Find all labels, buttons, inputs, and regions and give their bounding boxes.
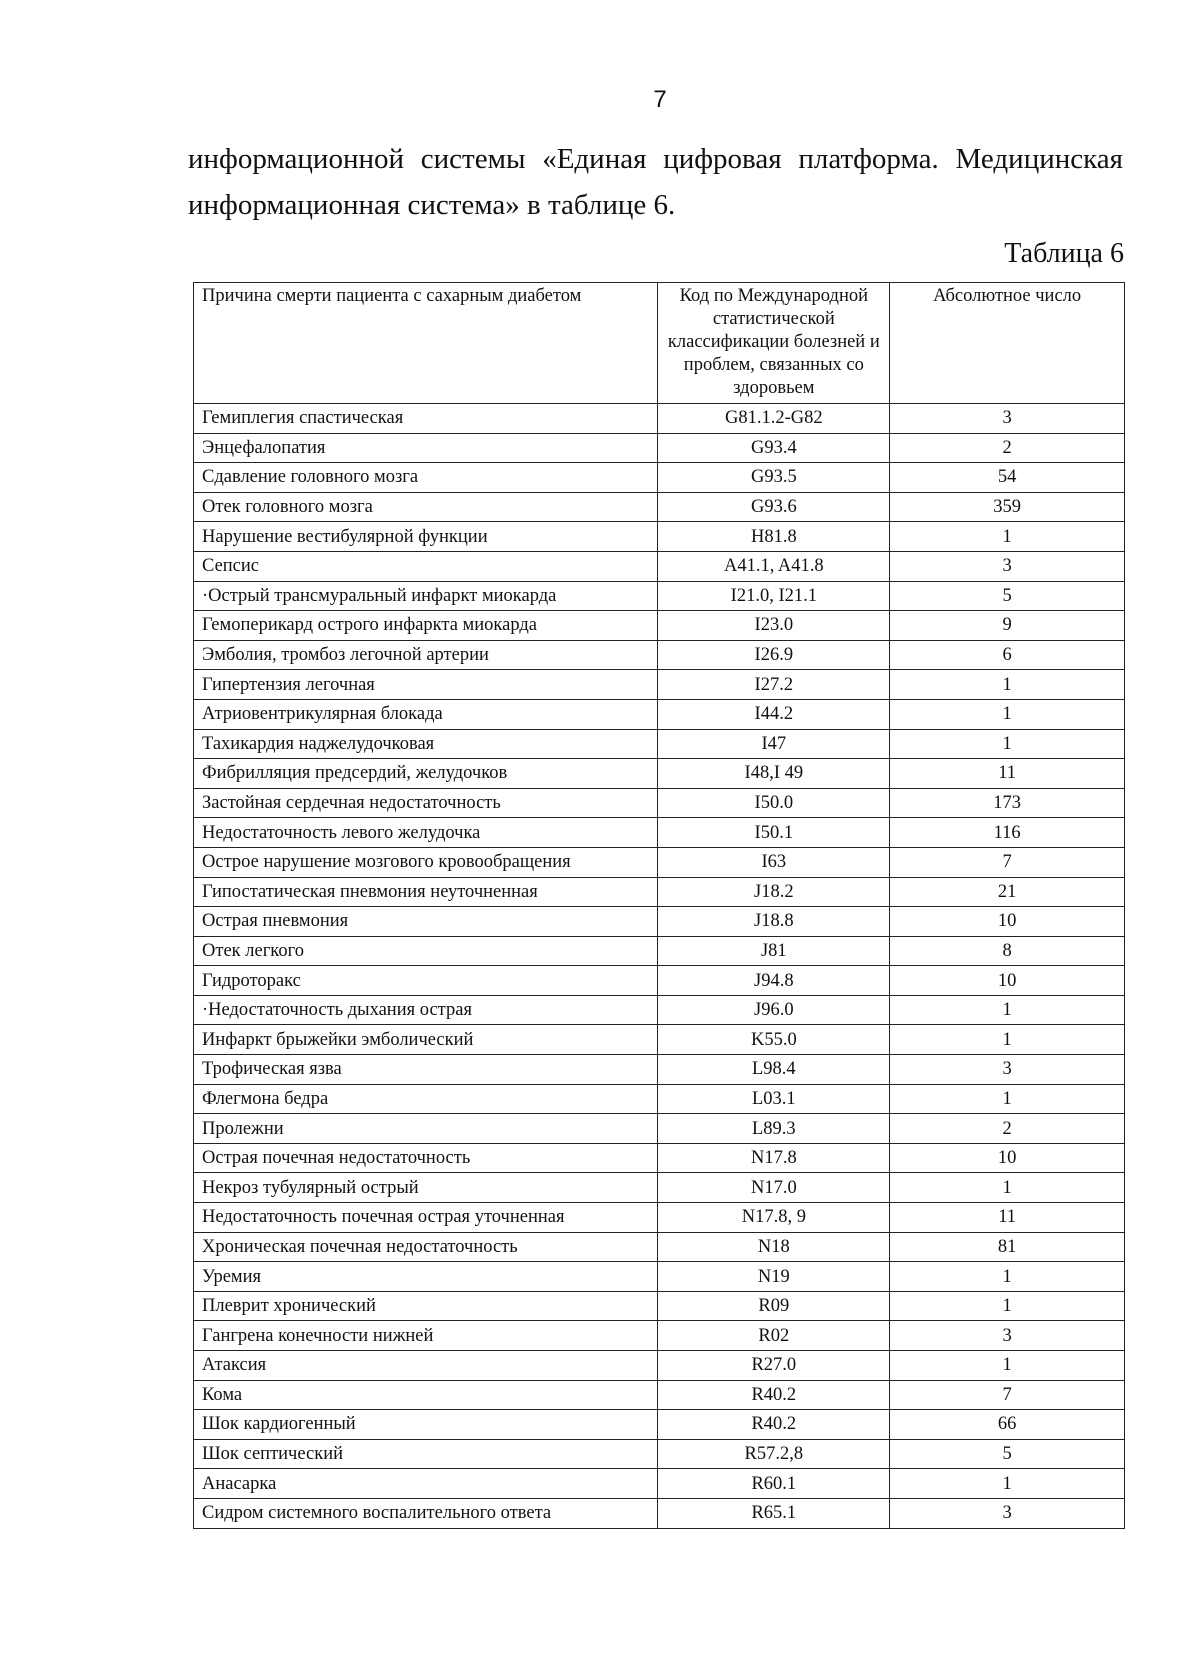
cell-code: R09	[658, 1291, 890, 1321]
cell-cause: Флегмона бедра	[194, 1084, 658, 1114]
cell-cause: Гангрена конечности нижней	[194, 1321, 658, 1351]
cell-count: 3	[890, 404, 1125, 434]
cell-code: J94.8	[658, 966, 890, 996]
causes-of-death-table	[193, 282, 1125, 1529]
table-row	[194, 936, 1125, 966]
cell-count: 1	[890, 1025, 1125, 1055]
cell-cause: Недостаточность почечная острая уточненная	[194, 1203, 658, 1233]
cell-count: 5	[890, 1439, 1125, 1469]
cell-cause: Кома	[194, 1380, 658, 1410]
table-row	[194, 1410, 1125, 1440]
cell-code: R65.1	[658, 1498, 890, 1528]
table-row	[194, 551, 1125, 581]
cell-count: 359	[890, 492, 1125, 522]
cell-cause: Застойная сердечная недостаточность	[194, 788, 658, 818]
table-row	[194, 522, 1125, 552]
cell-code: L03.1	[658, 1084, 890, 1114]
cell-code: I50.0	[658, 788, 890, 818]
cell-cause: Отек легкого	[194, 936, 658, 966]
cell-code: J18.2	[658, 877, 890, 907]
cell-count: 7	[890, 1380, 1125, 1410]
cell-code: H81.8	[658, 522, 890, 552]
table-row	[194, 1439, 1125, 1469]
table-row	[194, 699, 1125, 729]
cell-cause: Уремия	[194, 1262, 658, 1292]
table-row	[194, 1143, 1125, 1173]
cell-cause: Гидроторакс	[194, 966, 658, 996]
table-row	[194, 670, 1125, 700]
cell-cause: Гемоперикард острого инфаркта миокарда	[194, 611, 658, 641]
cell-count: 1	[890, 1084, 1125, 1114]
table-row	[194, 433, 1125, 463]
cell-code: L98.4	[658, 1055, 890, 1085]
cell-cause: Хроническая почечная недостаточность	[194, 1232, 658, 1262]
table-row	[194, 640, 1125, 670]
cell-cause: Атаксия	[194, 1351, 658, 1381]
cell-cause: Пролежни	[194, 1114, 658, 1144]
cell-code: I50.1	[658, 818, 890, 848]
cell-count: 173	[890, 788, 1125, 818]
page-number: 7	[653, 86, 667, 113]
cell-count: 3	[890, 1498, 1125, 1528]
table-row	[194, 581, 1125, 611]
cell-count: 1	[890, 1469, 1125, 1499]
table-body	[194, 404, 1125, 1529]
table-row	[194, 1055, 1125, 1085]
cell-count: 1	[890, 995, 1125, 1025]
intro-line-2: информационная система» в таблице 6.	[188, 189, 676, 221]
cell-cause: Острая почечная недостаточность	[194, 1143, 658, 1173]
cell-cause: Энцефалопатия	[194, 433, 658, 463]
cell-code: I48,I 49	[658, 759, 890, 789]
cell-count: 9	[890, 611, 1125, 641]
table-row	[194, 1232, 1125, 1262]
cell-cause: Острое нарушение мозгового кровообращения	[194, 847, 658, 877]
cell-code: G81.1.2-G82	[658, 404, 890, 434]
cell-code: N18	[658, 1232, 890, 1262]
cell-cause: Тахикардия наджелудочковая	[194, 729, 658, 759]
cell-cause: Гемиплегия спастическая	[194, 404, 658, 434]
cell-count: 66	[890, 1410, 1125, 1440]
cell-cause: Трофическая язва	[194, 1055, 658, 1085]
cell-cause: Нарушение вестибулярной функции	[194, 522, 658, 552]
cell-count: 7	[890, 847, 1125, 877]
table-row	[194, 788, 1125, 818]
cell-code: N17.8, 9	[658, 1203, 890, 1233]
cell-code: R40.2	[658, 1380, 890, 1410]
cell-cause: Анасарка	[194, 1469, 658, 1499]
cell-count: 1	[890, 670, 1125, 700]
cell-cause: Инфаркт брыжейки эмболический	[194, 1025, 658, 1055]
cell-cause: Гипостатическая пневмония неуточненная	[194, 877, 658, 907]
cell-code: I21.0, I21.1	[658, 581, 890, 611]
cell-cause: Некроз тубулярный острый	[194, 1173, 658, 1203]
table-row	[194, 1321, 1125, 1351]
cell-count: 5	[890, 581, 1125, 611]
cell-count: 1	[890, 1291, 1125, 1321]
cell-cause: ·Острый трансмуральный инфаркт миокарда	[194, 581, 658, 611]
cell-cause: Сидром системного воспалительного ответа	[194, 1498, 658, 1528]
cell-code: J96.0	[658, 995, 890, 1025]
cell-code: R40.2	[658, 1410, 890, 1440]
table-row	[194, 995, 1125, 1025]
table-row	[194, 847, 1125, 877]
table-row	[194, 1351, 1125, 1381]
cell-cause: Недостаточность левого желудочка	[194, 818, 658, 848]
header-code: Код по Международной статистической классификации болезней и проблем, связанных со здоровьем	[658, 283, 890, 404]
table-row	[194, 1114, 1125, 1144]
cell-code: I44.2	[658, 699, 890, 729]
cell-count: 116	[890, 818, 1125, 848]
cell-code: J18.8	[658, 907, 890, 937]
cell-count: 1	[890, 1173, 1125, 1203]
cell-count: 54	[890, 463, 1125, 493]
cell-code: G93.6	[658, 492, 890, 522]
cell-count: 1	[890, 729, 1125, 759]
header-cause: Причина смерти пациента с сахарным диабетом	[194, 283, 658, 404]
cell-code: R27.0	[658, 1351, 890, 1381]
cell-cause: Шок кардиогенный	[194, 1410, 658, 1440]
cell-cause: Сдавление головного мозга	[194, 463, 658, 493]
cell-cause: ·Недостаточность дыхания острая	[194, 995, 658, 1025]
cell-code: K55.0	[658, 1025, 890, 1055]
cell-count: 1	[890, 1262, 1125, 1292]
intro-paragraph	[188, 136, 1123, 228]
table-row	[194, 611, 1125, 641]
table-row	[194, 1084, 1125, 1114]
cell-count: 3	[890, 1321, 1125, 1351]
cell-count: 3	[890, 1055, 1125, 1085]
table-header-row	[194, 283, 1125, 404]
cell-code: L89.3	[658, 1114, 890, 1144]
table-row	[194, 492, 1125, 522]
cell-cause: Шок септический	[194, 1439, 658, 1469]
cell-count: 10	[890, 1143, 1125, 1173]
table-row	[194, 759, 1125, 789]
table-row	[194, 729, 1125, 759]
cell-code: J81	[658, 936, 890, 966]
table-row	[194, 1025, 1125, 1055]
cell-code: N17.0	[658, 1173, 890, 1203]
cell-code: N17.8	[658, 1143, 890, 1173]
table-row	[194, 877, 1125, 907]
cell-count: 10	[890, 907, 1125, 937]
table-row	[194, 1173, 1125, 1203]
table-row	[194, 1380, 1125, 1410]
table-row	[194, 1291, 1125, 1321]
cell-count: 3	[890, 551, 1125, 581]
cell-code: A41.1, A41.8	[658, 551, 890, 581]
intro-line-1: информационной системы «Единая цифровая платформа. Медицинская	[188, 143, 1123, 175]
cell-count: 81	[890, 1232, 1125, 1262]
cell-cause: Эмболия, тромбоз легочной артерии	[194, 640, 658, 670]
table-row	[194, 966, 1125, 996]
cell-cause: Гипертензия легочная	[194, 670, 658, 700]
cell-code: R60.1	[658, 1469, 890, 1499]
cell-code: G93.4	[658, 433, 890, 463]
cell-count: 21	[890, 877, 1125, 907]
cell-count: 6	[890, 640, 1125, 670]
cell-count: 2	[890, 433, 1125, 463]
cell-count: 11	[890, 1203, 1125, 1233]
table-row	[194, 818, 1125, 848]
table-row	[194, 1262, 1125, 1292]
table-row	[194, 404, 1125, 434]
cell-code: N19	[658, 1262, 890, 1292]
table-row	[194, 1469, 1125, 1499]
cell-count: 1	[890, 699, 1125, 729]
cell-cause: Фибрилляция предсердий, желудочков	[194, 759, 658, 789]
cell-cause: Сепсис	[194, 551, 658, 581]
cell-cause: Острая пневмония	[194, 907, 658, 937]
cell-cause: Плеврит хронический	[194, 1291, 658, 1321]
table-row	[194, 1498, 1125, 1528]
table-row	[194, 907, 1125, 937]
cell-cause: Отек головного мозга	[194, 492, 658, 522]
cell-code: I26.9	[658, 640, 890, 670]
header-count: Абсолютное число	[890, 283, 1125, 404]
cell-code: I27.2	[658, 670, 890, 700]
cell-code: R57.2,8	[658, 1439, 890, 1469]
cell-count: 11	[890, 759, 1125, 789]
cell-count: 10	[890, 966, 1125, 996]
cell-code: R02	[658, 1321, 890, 1351]
cell-count: 1	[890, 1351, 1125, 1381]
table-caption: Таблица 6	[1004, 238, 1124, 269]
cell-code: I63	[658, 847, 890, 877]
cell-code: I47	[658, 729, 890, 759]
cell-code: G93.5	[658, 463, 890, 493]
cell-cause: Атриовентрикулярная блокада	[194, 699, 658, 729]
cell-count: 8	[890, 936, 1125, 966]
cell-count: 2	[890, 1114, 1125, 1144]
table-row	[194, 1203, 1125, 1233]
table-row	[194, 463, 1125, 493]
cell-count: 1	[890, 522, 1125, 552]
cell-code: I23.0	[658, 611, 890, 641]
